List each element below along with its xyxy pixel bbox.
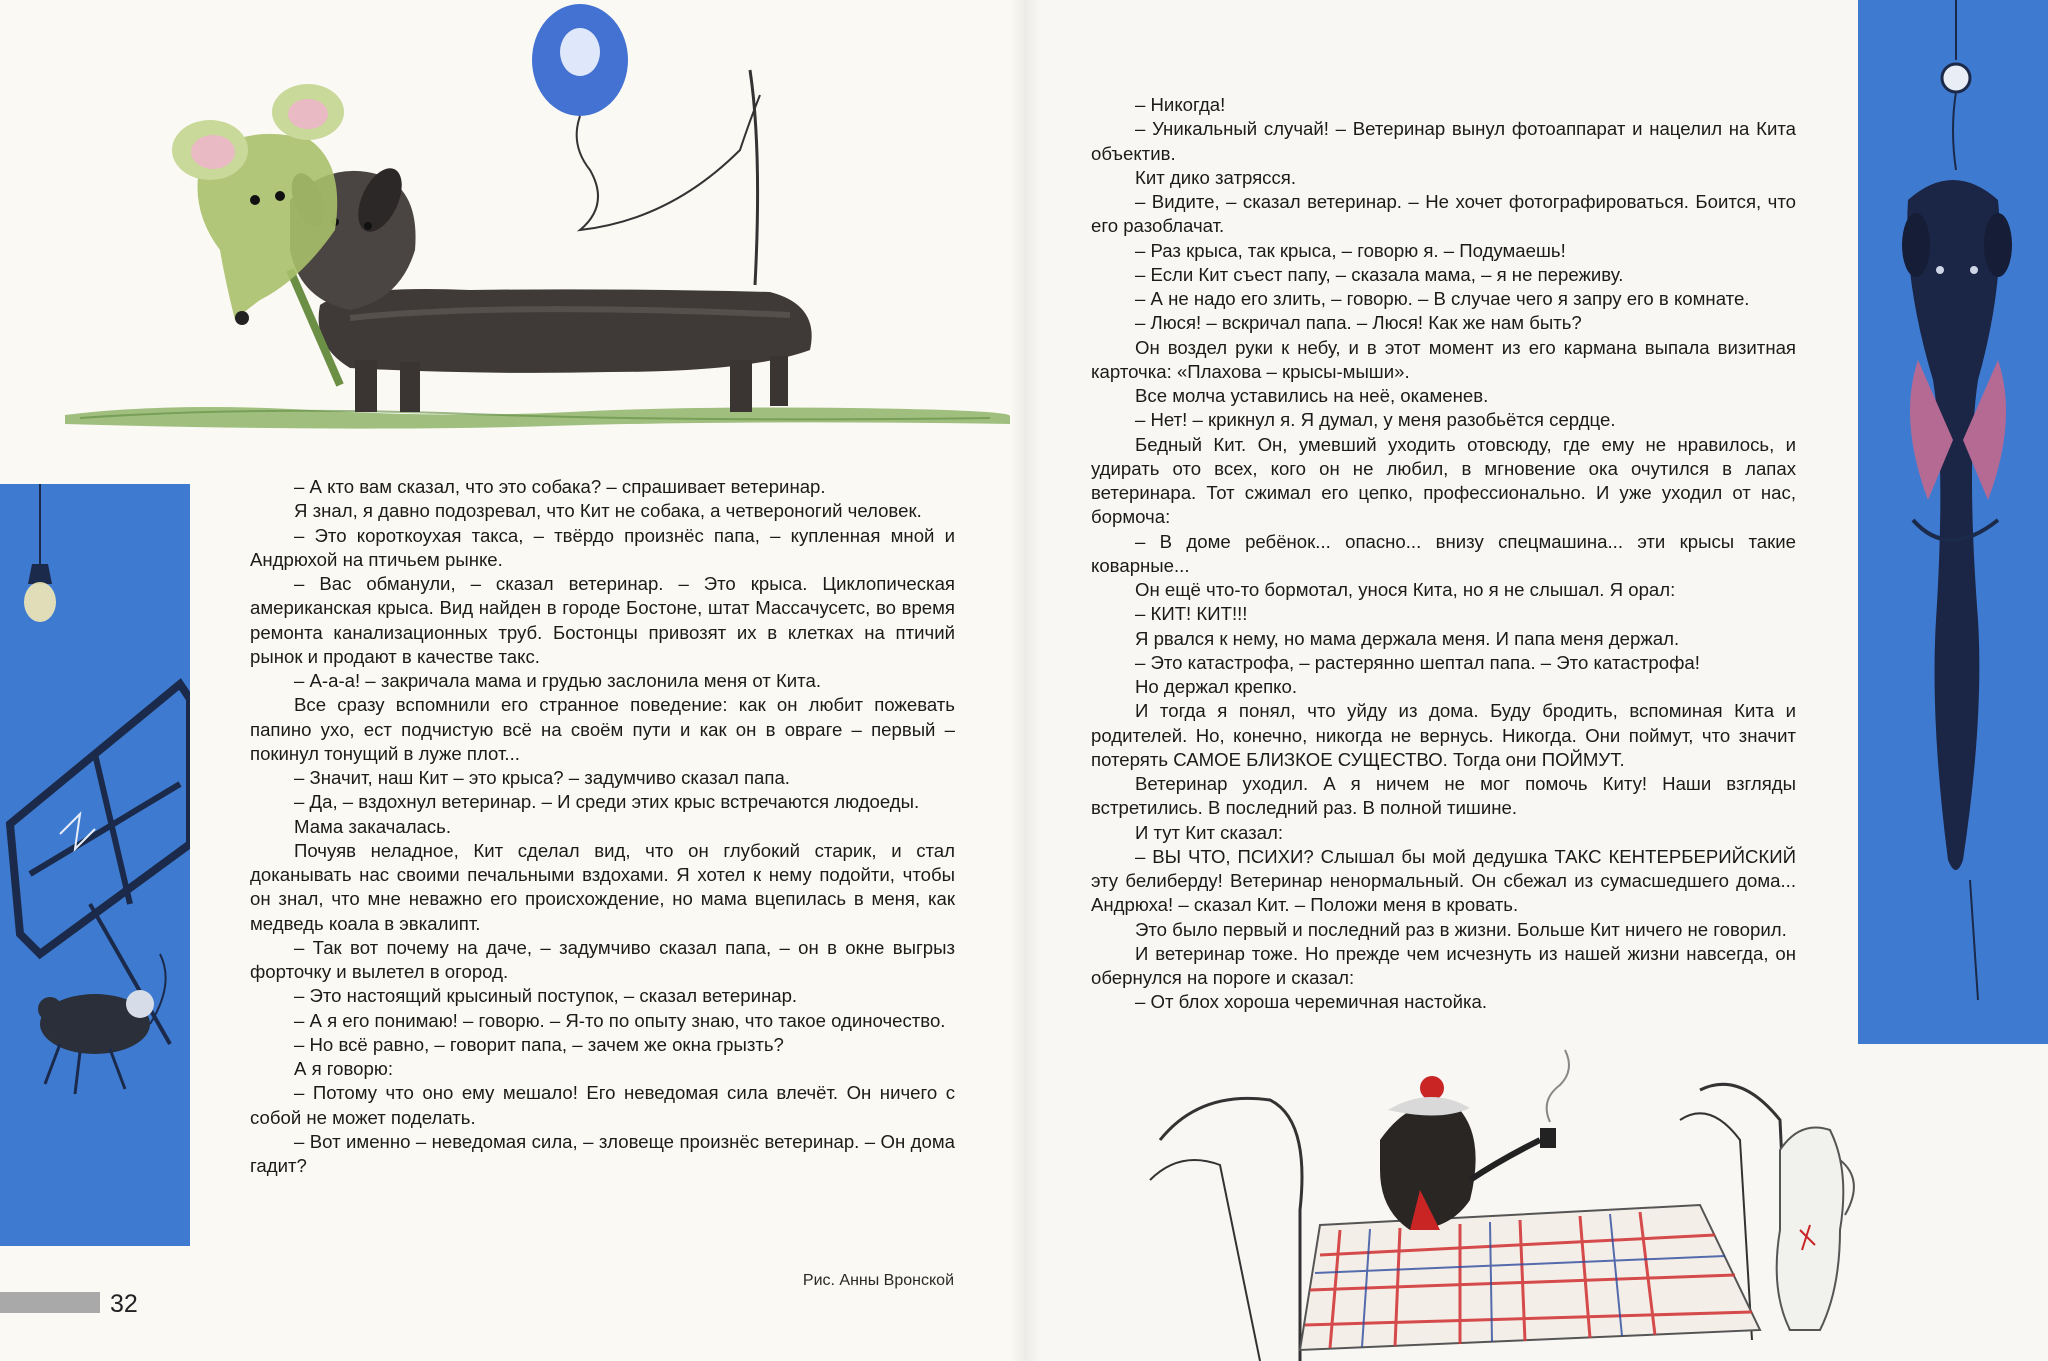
paragraph: – Так вот почему на даче, – задумчиво сказал папа, – он в окне выгрыз форточку и вылетел в огород. xyxy=(250,936,955,982)
paragraph: – Вас обманули, – сказал ветеринар. – Это крыса. Циклопическая американская крыса. Вид найден в городе Бостоне, штат Массачусетс, во время ремонта канализационных труб. Бостонцы привозят их в клетках на птичий рынок и продают в качестве такс. xyxy=(250,573,955,667)
paragraph: – Но всё равно, – говорит папа, – зачем же окна грызть? xyxy=(294,1033,784,1055)
paragraph: – Значит, наш Кит – это крыса? – задумчиво сказал папа. xyxy=(294,767,790,788)
right-blue-panel xyxy=(1858,0,2048,1044)
paragraph: Почуяв неладное, Кит сделал вид, что он глубокий старик, и стал доканывать нас своими печальными вздохами. Я хотел к нему подойти, чтобы он знал, что мне неважно его происхождение, но мама вцепилась в меня, как медведь коала в эвкалипт. xyxy=(250,839,955,934)
paragraph: А я говорю: xyxy=(294,1058,393,1079)
paragraph: – А кто вам сказал, что это собака? – спрашивает ветеринар. xyxy=(294,476,826,497)
paragraph: Все сразу вспомнили его странное поведение: как он любит пожевать папино ухо, ест подчистую всё на своём пути и как он в овраге – первый – покинул тонущий в луже плот... xyxy=(250,694,955,764)
paragraph: – ВЫ ЧТО, ПСИХИ? Слышал бы мой дедушка ТАКС КЕНТЕРБЕРИЙСКИЙ эту белиберду! Ветеринар ненормальный. Он сбежал из сумасшедшего дома... Андрюха! – сказал Кит. – Положи меня в кровать. xyxy=(1091,845,1796,916)
rat-dachshund-balloon-illustration xyxy=(50,0,1050,440)
paragraph: – Уникальный случай! – Ветеринар вынул фотоаппарат и нацелил на Кита объектив. xyxy=(1091,118,1796,164)
paragraph: И тут Кит сказал: xyxy=(1135,821,1283,843)
paragraph: – А-а-а! – закричала мама и грудью заслонила меня от Кита. xyxy=(294,670,821,691)
paragraph: Все молча уставились на неё, окаменев. xyxy=(1135,385,1489,406)
paragraph: – Если Кит съест папу, – сказала мама, – я не переживу. xyxy=(1135,263,1624,285)
paragraph: – Нет! – крикнул я. Я думал, у меня разобьётся сердце. xyxy=(1135,409,1616,431)
right-text-column xyxy=(1091,93,1796,1015)
paragraph: Ветеринар уходил. А я ничем не мог помочь Киту! Наши взгляды встретились. В последний раз. В полной тишине. xyxy=(1091,773,1796,819)
paragraph: Бедный Кит. Он, умевший уходить отовсюду, где ему не нравилось, и удирать ото всех, кого он не любил, в мгновение ока очутился в лапах ветеринара. Тот сжимал его цепко, профессионально. И уже уходил от нас, бормоча: xyxy=(1091,433,1796,528)
paragraph: – От блох хороша черемичная настойка. xyxy=(1135,991,1488,1013)
page-number-bar xyxy=(0,1292,100,1313)
paragraph: Я знал, я давно подозревал, что Кит не собака, а четвероногий человек. xyxy=(294,500,922,522)
left-blue-panel xyxy=(0,484,190,1246)
paragraph: – Да, – вздохнул ветеринар. – И среди этих крыс встречаются людоеды. xyxy=(294,791,920,813)
paragraph: Кит дико затрясся. xyxy=(1135,166,1296,188)
paragraph: Но держал крепко. xyxy=(1135,676,1297,697)
paragraph: – Раз крыса, так крыса, – говорю я. – Подумаешь! xyxy=(1135,239,1566,261)
left-text-column xyxy=(250,475,955,1178)
lamp-window-rat-illustration xyxy=(0,484,190,1246)
paragraph: – Видите, – сказал ветеринар. – Не хочет фотографироваться. Боится, что его разоблачат. xyxy=(1091,191,1796,237)
paragraph: – КИТ! КИТ!!! xyxy=(1135,603,1248,625)
paragraph: – Люся! – вскричал папа. – Люся! Как же нам быть? xyxy=(1135,312,1582,334)
paragraph: – Потому что оно ему мешало! Его неведомая сила влечёт. Он ничего с собой не может поделать. xyxy=(250,1082,955,1128)
paragraph: Я рвался к нему, но мама держала меня. И папа меня держал. xyxy=(1135,627,1680,649)
paragraph: – А я его понимаю! – говорю. – Я-то по опыту знаю, что такое одиночество. xyxy=(294,1009,946,1031)
paragraph: – Вот именно – неведомая сила, – зловеще произнёс ветеринар. – Он дома гадит? xyxy=(250,1130,955,1176)
illustration-credit: Рис. Анны Вронской xyxy=(802,1272,954,1289)
paragraph: – Никогда! xyxy=(1135,94,1226,115)
hanging-dachshund-illustration xyxy=(1858,0,2048,1044)
paragraph: Мама закачалась. xyxy=(294,815,452,837)
paragraph: Это было первый и последний раз в жизни. Больше Кит ничего не говорил. xyxy=(1135,918,1787,940)
paragraph: – А не надо его злить, – говорю. – В случае чего я запру его в комнате. xyxy=(1135,288,1750,309)
paragraph: – Это катастрофа, – растерянно шептал папа. – Это катастрофа! xyxy=(1135,651,1700,673)
dachshund-in-bed-illustration xyxy=(1140,1030,1900,1361)
paragraph: – Это настоящий крысиный поступок, – сказал ветеринар. xyxy=(294,985,798,1007)
paragraph: Он воздел руки к небу, и в этот момент из его кармана выпала визитная карточка: «Плахова – крысы-мыши». xyxy=(1091,336,1796,382)
paragraph: И ветеринар тоже. Но прежде чем исчезнуть из нашей жизни навсегда, он обернулся на пороге и сказал: xyxy=(1091,942,1796,988)
paragraph: И тогда я понял, что уйду из дома. Буду бродить, вспоминая Кита и родителей. Но, конечно, никогда не вернусь. Никогда. Они поймут, что значит потерять САМОЕ БЛИЗКОЕ СУЩЕСТВО. Тогда они ПОЙМУТ. xyxy=(1091,700,1796,770)
paragraph: – Это короткоухая такса, – твёрдо произнёс папа, – купленная мной и Андрюхой на птичьем рынке. xyxy=(250,524,955,570)
page-number: 32 xyxy=(110,1290,138,1318)
paragraph: – В доме ребёнок... опасно... внизу спецмашина... эти крысы такие коварные... xyxy=(1091,530,1796,576)
paragraph: Он ещё что-то бормотал, унося Кита, но я не слышал. Я орал: xyxy=(1135,579,1676,600)
